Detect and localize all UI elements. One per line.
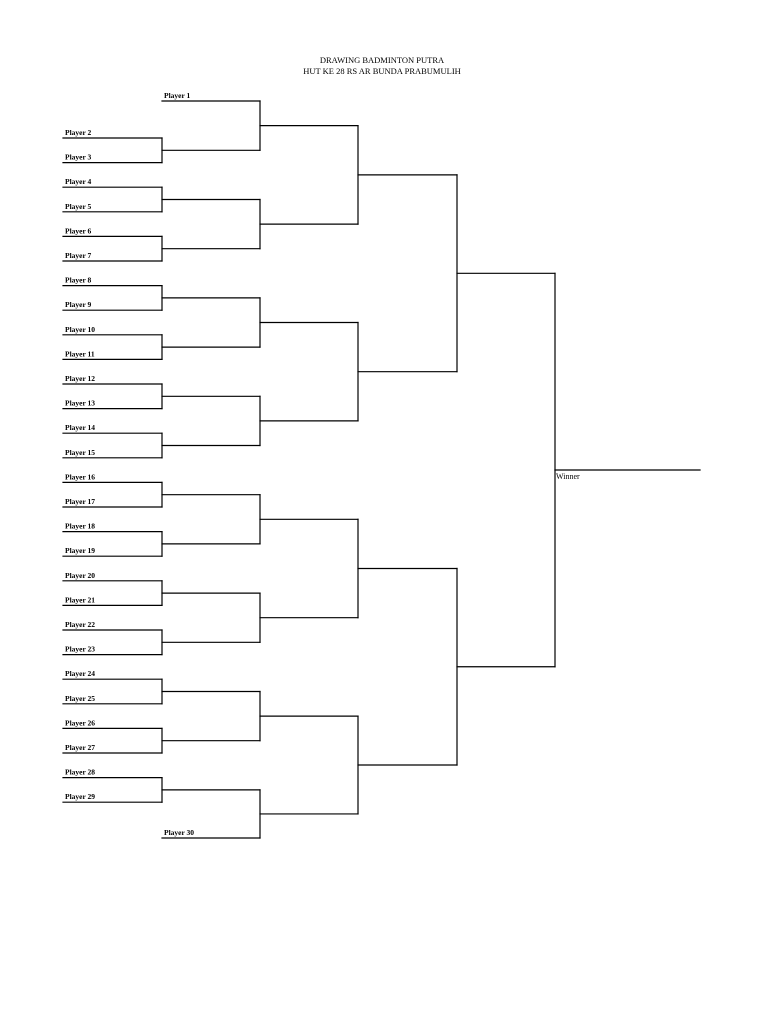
player-label-23: Player 23 [65, 644, 96, 654]
player-label-20: Player 20 [65, 570, 96, 580]
player-label-28: Player 28 [65, 767, 96, 777]
player-label-3: Player 3 [65, 152, 92, 162]
player-label-9: Player 9 [65, 300, 92, 310]
player-label-19: Player 19 [65, 546, 96, 556]
player-label-29: Player 29 [65, 792, 96, 802]
player-label-2: Player 2 [65, 128, 92, 137]
player-label-1: Player 1 [164, 91, 191, 100]
player-label-14: Player 14 [65, 423, 96, 433]
player-label-8: Player 8 [65, 275, 92, 285]
title-line-2: HUT KE 28 RS AR BUNDA PRABUMULIH [303, 66, 461, 76]
player-label-10: Player 10 [65, 324, 96, 334]
player-label-18: Player 18 [65, 521, 96, 531]
player-label-6: Player 6 [65, 226, 92, 236]
player-labels [65, 91, 194, 837]
player-label-27: Player 27 [65, 743, 96, 752]
player-label-15: Player 15 [65, 447, 96, 457]
title-line-1: DRAWING BADMINTON PUTRA [319, 55, 445, 65]
player-label-22: Player 22 [65, 620, 96, 629]
player-label-24: Player 24 [65, 669, 96, 679]
player-label-26: Player 26 [65, 718, 96, 728]
player-label-30: Player 30 [164, 828, 195, 837]
winner-label: Winner [556, 472, 580, 481]
player-label-5: Player 5 [65, 201, 92, 211]
player-label-21: Player 21 [65, 595, 96, 605]
player-label-25: Player 25 [65, 693, 96, 703]
player-label-16: Player 16 [65, 472, 96, 482]
player-label-17: Player 17 [65, 497, 96, 506]
player-label-4: Player 4 [65, 177, 92, 187]
player-label-12: Player 12 [65, 374, 96, 383]
bracket-lines [63, 101, 700, 838]
player-label-7: Player 7 [65, 251, 92, 260]
player-label-11: Player 11 [65, 349, 95, 359]
player-label-13: Player 13 [65, 398, 96, 408]
